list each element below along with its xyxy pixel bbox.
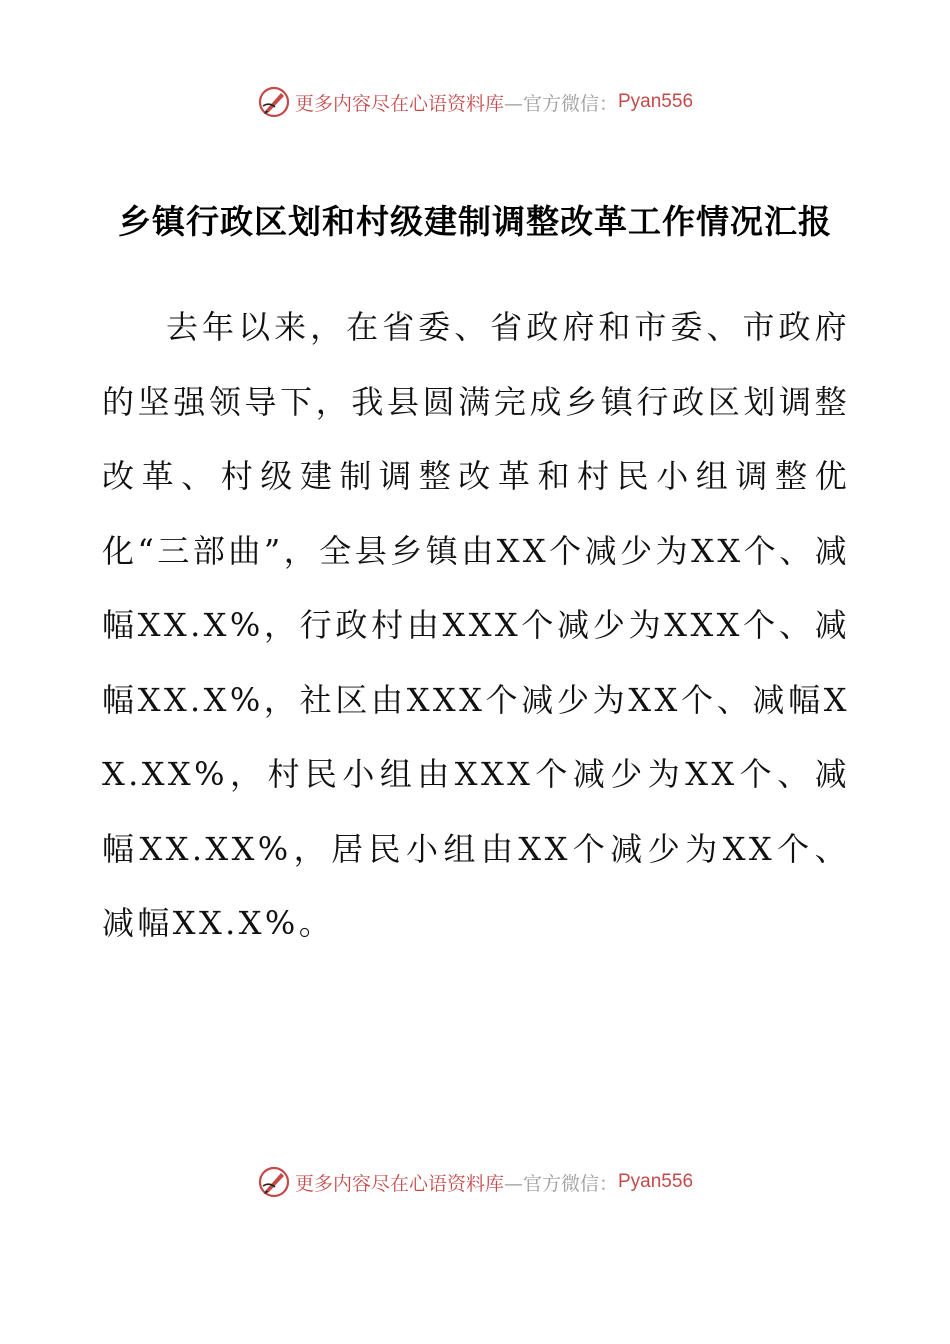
footer-banner (0, 1162, 950, 1202)
pen-circle-logo-icon (257, 1165, 291, 1199)
banner-wechat-id: Pyan556 (618, 91, 694, 112)
document-paragraph: 去年以来，在省委、省政府和市委、市政府的坚强领导下，我县圆满完成乡镇行政区划调整改革、村级建制调整改革和村民小组调整优化“三部曲”，全县乡镇由XX个减少为XX个、减幅XX.X%，行政村由XXX个减少为XXX个、减幅XX.X%，社区由XXX个减少为XX个、减幅XX.XX%，村民小组由XXX个减少为XX个、减幅XX.XX%，居民小组由XX个减少为XX个、减幅XX.X%。 (102, 308, 850, 942)
banner-main-text: 更多内容尽在心语资料库 (294, 1172, 504, 1195)
document-title: 乡镇行政区划和村级建制调整改革工作情况汇报 (118, 202, 832, 241)
banner-wechat-id: Pyan556 (618, 1171, 694, 1192)
banner-separator-text: —官方微信： (503, 1172, 618, 1195)
banner-main-text: 更多内容尽在心语资料库 (294, 92, 504, 115)
header-banner (0, 82, 950, 122)
pen-circle-logo-icon (257, 85, 291, 119)
banner-separator-text: —官方微信： (503, 92, 618, 115)
